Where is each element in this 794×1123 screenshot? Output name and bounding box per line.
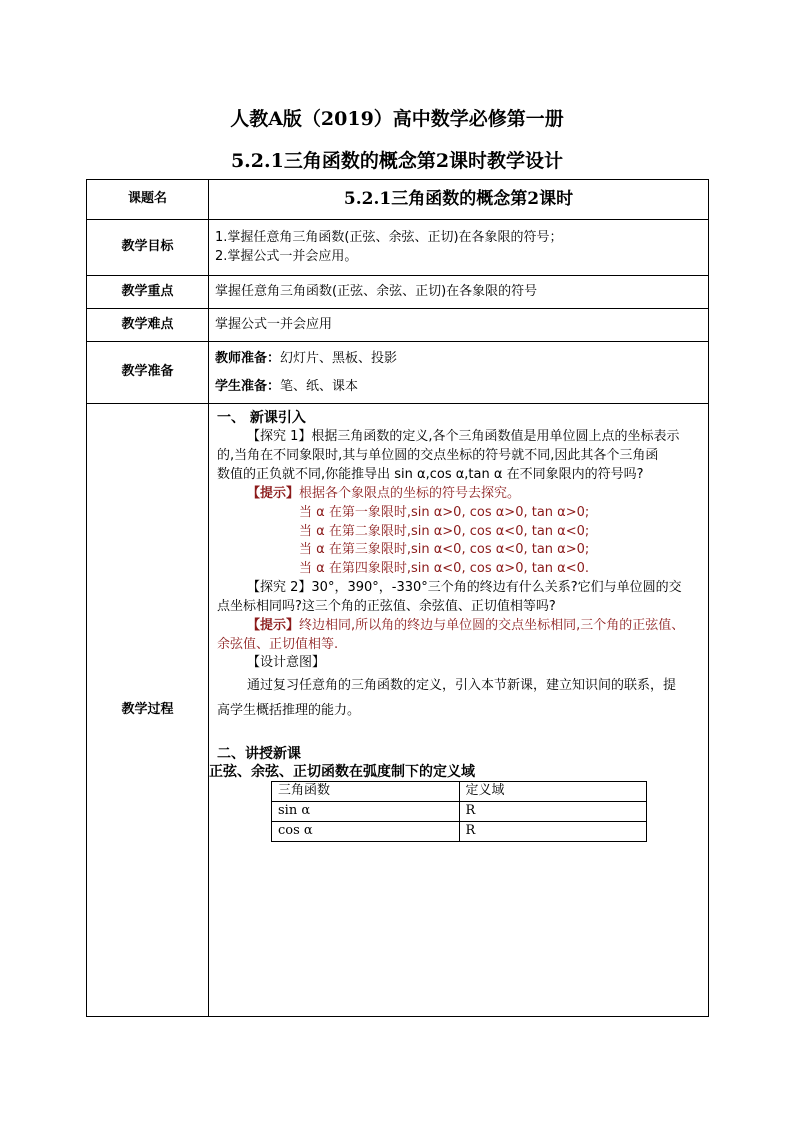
explore1-tag: 【探究 1】 (247, 429, 312, 445)
domain-table-cell: R (459, 802, 647, 822)
design-tag: 【设计意图】 (247, 655, 326, 671)
explore2-line (217, 579, 700, 598)
student-prep-line (215, 373, 702, 401)
design-line: 通过复习任意角的三角函数的定义，引入本节新课，建立知识间的联系，提 (247, 678, 677, 694)
hint2-text: 终边相同,所以角的终边与单位圆的交点坐标相同,三个角的正弦值、 (299, 617, 685, 633)
topic-value: 5.2.1三角函数的概念第2课时 (209, 180, 709, 220)
hint1-line (217, 485, 700, 504)
prep-label: 教学准备 (87, 342, 209, 404)
focus-label: 教学重点 (87, 276, 209, 309)
teacher-prep-label: 教师准备： (215, 350, 281, 366)
table-row (272, 821, 647, 841)
domain-table-cell: R (459, 821, 647, 841)
explore1-line (217, 428, 700, 447)
quadrant-case: 当 α 在第三象限时,sin α<0, cos α<0, tan α>0; (299, 542, 590, 558)
teacher-prep-value: 幻灯片、黑板、投影 (280, 350, 398, 366)
domain-heading: 正弦、余弦、正切函数在弧度制下的定义域 (209, 764, 475, 781)
domain-table-cell: cos α (272, 821, 460, 841)
section-heading-new: 二、讲授新课 (217, 746, 301, 763)
hint2-line: 余弦值、正切值相等. (217, 636, 339, 652)
explore1-line: 的,当角在不同象限时,其与单位圆的交点坐标的符号就不同,因此其各个三角函 (217, 448, 659, 464)
process-row (87, 404, 709, 1017)
quadrant-case: 当 α 在第四象限时,sin α<0, cos α>0, tan α<0. (299, 561, 590, 577)
student-prep-value: 笔、纸、课本 (280, 378, 359, 394)
document-subtitle: 5.2.1三角函数的概念第2课时教学设计 (230, 150, 564, 172)
explore2-line: 点坐标相同吗?这三个角的正弦值、余弦值、正切值相等吗? (217, 598, 556, 614)
domain-table-header-cell: 三角函数 (272, 782, 460, 802)
domain-table-header (272, 782, 647, 802)
prep-row (87, 342, 709, 404)
process-content (209, 404, 709, 1017)
goal-line: 2.掌握公式一并会应用。 (215, 248, 358, 264)
difficulty-row (87, 309, 709, 342)
domain-table (271, 781, 647, 842)
quadrant-case: 当 α 在第一象限时,sin α>0, cos α>0, tan α>0; (299, 504, 590, 520)
lesson-plan-table (86, 179, 709, 1017)
explore1-line: 数值的正负就不同,你能推导出 sin α,cos α,tan α 在不同象限内的符号吗? (217, 466, 644, 482)
focus-row (87, 276, 709, 309)
hint1-tag: 【提示】 (247, 485, 300, 501)
topic-row (87, 180, 709, 220)
student-prep-label: 学生准备： (215, 378, 281, 394)
quadrant-case: 当 α 在第二象限时,sin α>0, cos α<0, tan α<0; (299, 523, 590, 539)
hint2-tag: 【提示】 (247, 617, 300, 633)
process-label: 教学过程 (87, 404, 209, 1017)
explore2-text: 30°，390°，-330°三个角的终边有什么关系?它们与单位圆的交 (311, 580, 682, 596)
explore1-text: 根据三角函数的定义,各个三角函数值是用单位圆上点的坐标表示 (311, 429, 680, 445)
domain-table-header-cell: 定义域 (459, 782, 647, 802)
goals-row (87, 220, 709, 276)
goals-content (209, 220, 709, 276)
prep-content (209, 342, 709, 404)
document-title: 人教A版（2019）高中数学必修第一册 (230, 108, 564, 130)
hint2-line (217, 617, 700, 636)
section-heading-intro: 一、 新课引入 (217, 410, 306, 426)
explore2-tag: 【探究 2】 (247, 580, 312, 596)
design-line: 高学生概括推理的能力。 (217, 703, 361, 719)
focus-value: 掌握任意角三角函数(正弦、余弦、正切)在各象限的符号 (209, 276, 709, 309)
table-row (272, 802, 647, 822)
teacher-prep-line (215, 345, 702, 373)
difficulty-label: 教学难点 (87, 309, 209, 342)
goal-line: 1.掌握任意角三角函数(正弦、余弦、正切)在各象限的符号； (215, 229, 563, 245)
domain-table-cell: sin α (272, 802, 460, 822)
topic-label: 课题名 (87, 180, 209, 220)
hint1-text: 根据各个象限点的坐标的符号去探究。 (299, 485, 521, 501)
difficulty-value: 掌握公式一并会应用 (209, 309, 709, 342)
goals-label: 教学目标 (87, 220, 209, 276)
